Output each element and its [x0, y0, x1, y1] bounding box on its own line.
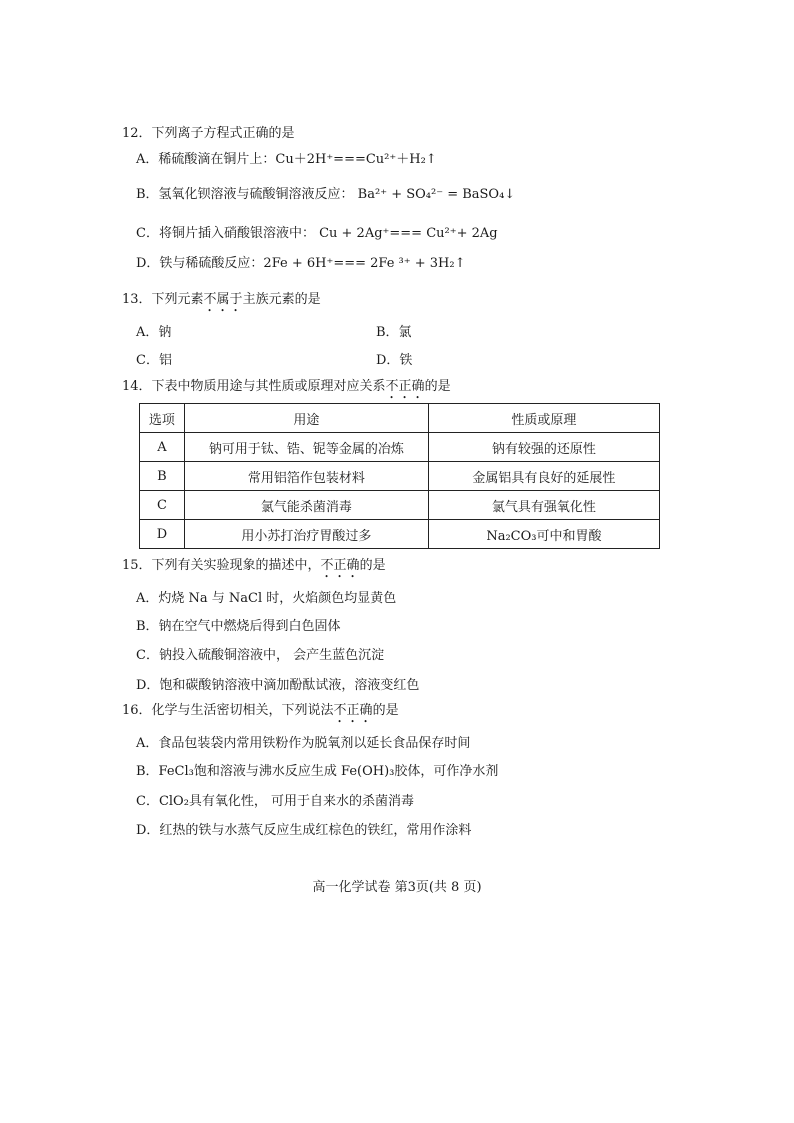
q13-stem-emphasis: 不属于 [203, 292, 243, 307]
table-header-cell: 选项 [140, 404, 185, 433]
table-cell: 用小苏打治疗胃酸过多 [184, 520, 428, 549]
q14-stem [122, 379, 451, 402]
page-footer: 高一化学试卷 第3页(共 8 页) [312, 880, 482, 895]
q15-stem-pre: 15．下列有关实验现象的描述中， [122, 558, 321, 573]
q14-table [139, 403, 660, 549]
q13-stem [122, 292, 321, 315]
q16-option-b: B．FeCl₃饱和溶液与沸水反应生成 Fe(OH)₃胶体，可作净水剂 [136, 764, 499, 779]
table-header-cell: 性质或原理 [428, 404, 659, 433]
q12-option-c: C．将铜片插入硝酸银溶液中： Cu + 2Ag⁺=== Cu²⁺+ 2Ag [136, 226, 498, 241]
table-header-row [140, 404, 660, 433]
q16-option-a: A．食品包装袋内常用铁粉作为脱氧剂以延长食品保存时间 [136, 736, 471, 751]
table-row [140, 433, 660, 462]
q12-option-a: A．稀硫酸滴在铜片上：Cu＋2H⁺===Cu²⁺＋H₂↑ [136, 152, 437, 167]
q16-stem [122, 703, 399, 726]
q13-stem-pre: 13．下列元素 [122, 292, 204, 307]
table-cell: 氯气具有强氧化性 [428, 491, 659, 520]
q13-option-b: B．氯 [376, 325, 412, 340]
table-row [140, 491, 660, 520]
q15-option-a: A．灼烧 Na 与 NaCl 时，火焰颜色均显黄色 [136, 591, 397, 606]
q12-option-d: D．铁与稀硫酸反应：2Fe + 6H⁺=== 2Fe ³⁺ + 3H₂↑ [136, 256, 466, 271]
q15-stem-post: 的是 [359, 558, 386, 573]
table-cell: C [140, 491, 185, 520]
q14-stem-emphasis: 不正确 [385, 379, 425, 394]
table-cell: 钠有较强的还原性 [428, 433, 659, 462]
q13-option-d: D．铁 [376, 353, 413, 368]
q13-stem-post: 主族元素的是 [242, 292, 321, 307]
table-cell: A [140, 433, 185, 462]
q16-option-c: C．ClO₂具有氧化性， 可用于自来水的杀菌消毒 [136, 794, 415, 809]
q16-stem-pre: 16．化学与生活密切相关，下列说法 [122, 703, 334, 718]
q12-option-b: B．氢氧化钡溶液与硫酸铜溶液反应： Ba²⁺ + SO₄²⁻ = BaSO₄↓ [136, 187, 516, 202]
table-row [140, 462, 660, 491]
table-cell: 金属铝具有良好的延展性 [428, 462, 659, 491]
q15-option-b: B．钠在空气中燃烧后得到白色固体 [136, 619, 341, 634]
table-cell: 钠可用于钛、锆、铌等金属的冶炼 [184, 433, 428, 462]
table-cell: D [140, 520, 185, 549]
q15-option-c: C．钠投入硫酸铜溶液中， 会产生蓝色沉淀 [136, 648, 385, 663]
table-row [140, 520, 660, 549]
q16-option-d: D．红热的铁与水蒸气反应生成红棕色的铁红，常用作涂料 [136, 823, 472, 838]
q12-stem: 12．下列离子方程式正确的是 [122, 126, 295, 141]
q13-option-a: A．钠 [136, 325, 172, 340]
q14-stem-pre: 14．下表中物质用途与其性质或原理对应关系 [122, 379, 386, 394]
table-cell: Na₂CO₃可中和胃酸 [428, 520, 659, 549]
q16-stem-post: 的是 [372, 703, 399, 718]
q14-stem-post: 的是 [424, 379, 451, 394]
q15-stem-emphasis: 不正确 [320, 558, 360, 573]
table-cell: 氯气能杀菌消毒 [184, 491, 428, 520]
q13-option-c: C．铝 [136, 353, 172, 368]
table-cell: 常用铝箔作包装材料 [184, 462, 428, 491]
table-cell: B [140, 462, 185, 491]
q15-option-d: D．饱和碳酸钠溶液中滴加酚酞试液，溶液变红色 [136, 678, 420, 693]
table-header-cell: 用途 [184, 404, 428, 433]
q16-stem-emphasis: 不正确 [333, 703, 373, 718]
q15-stem [122, 558, 386, 581]
